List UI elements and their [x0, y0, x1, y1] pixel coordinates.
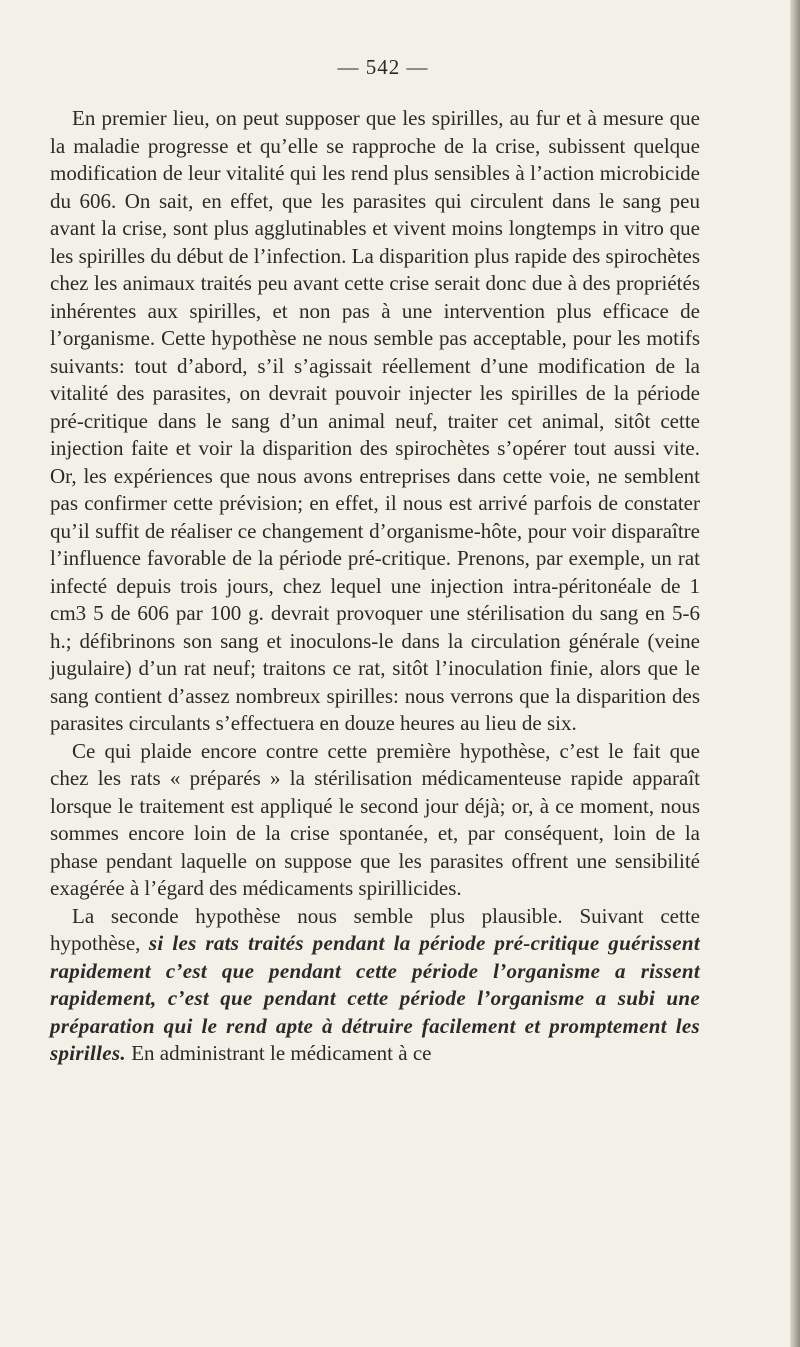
paragraph-3	[50, 903, 700, 1068]
paragraph-2: Ce qui plaide encore contre cette première hypothèse, c’est le fait que chez les rats « préparés » la stérilisation médicamenteuse rapide apparaît lorsque le traitement est appliqué le second jour déjà; or, à ce moment, nous sommes encore loin de la crise spontanée, et, par conséquent, loin de la phase pendant laquelle on suppose que les parasites offrent une sensibilité exagérée à l’égard des médicaments spirillicides.	[50, 738, 700, 900]
page-number: — 542 —	[337, 55, 429, 79]
book-page	[50, 55, 700, 1068]
paragraph-3-italic-text: si les rats traités pendant la période pré-critique guérissent rapidement c’est que pendant cette période l’organisme a rissent rapidement, c’est que pendant cette période l’organisme a subi une préparation qui le rend apte à détruire facilement et promptement les spirilles.	[50, 931, 700, 1065]
paragraph-1: En premier lieu, on peut supposer que les spirilles, au fur et à mesure que la maladie progresse et qu’elle se rapproche de la crise, subissent quelque modification de leur vitalité qui les rend plus sensibles à l’action microbicide du 606. On sait, en effet, que les parasites qui circulent dans le sang peu avant la crise, sont plus agglutinables et vivent moins longtemps in vitro que les spirilles du début de l’infection. La disparition plus rapide des spirochètes chez les animaux traités peu avant cette crise serait donc due à des propriétés inhérentes aux spirilles, et non pas à une intervention plus efficace de l’organisme. Cette hypothèse ne nous semble pas acceptable, pour les motifs suivants: tout d’abord, s’il s’agissait réellement d’une modification de la vitalité des parasites, on devrait pouvoir injecter les spirilles de la période pré-critique dans le sang d’un animal neuf, traiter cet animal, sitôt cette injection faite et voir la disparition des spirochètes s’opérer tout aussi vite. Or, les expériences que nous avons entreprises dans cette voie, ne semblent pas confirmer cette prévision; en effet, il nous est arrivé parfois de constater qu’il suffit de réaliser ce changement d’organisme-hôte, pour voir disparaître l’influence favorable de la période pré-critique. Prenons, par exemple, un rat infecté depuis trois jours, chez lequel une injection intra-péritonéale de 1 cm3 5 de 606 par 100 g. devrait provoquer une stérilisation du sang en 5-6 h.; défibrinons son sang et inoculons-le dans la circulation générale (veine jugulaire) d’un rat neuf; traitons ce rat, sitôt l’inoculation finie, alors que le sang contient d’assez nombreux spirilles: nous verrons que la disparition des parasites circulants s’effectuera en douze heures au lieu de six.	[50, 106, 700, 735]
paragraph-3-text-before: La seconde hypothèse nous semble plus plausible. Suivant cette hypothèse,	[50, 903, 700, 955]
paragraph-3-text-after: En administrant le médicament à ce	[131, 1041, 432, 1065]
page-edge-shadow	[790, 0, 800, 1347]
